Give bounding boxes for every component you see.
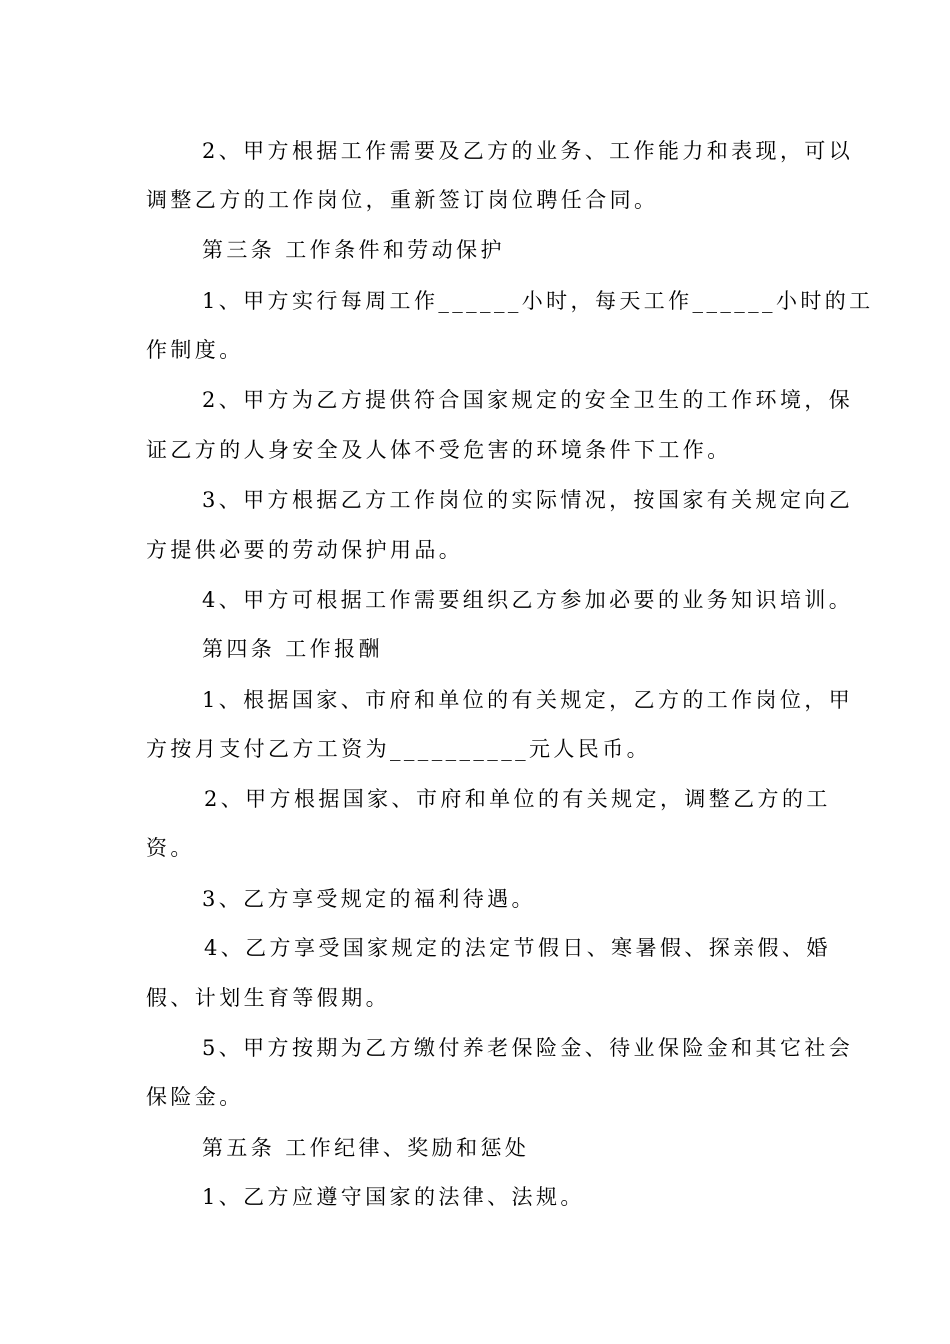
- article-3-item-2-line-2: 证乙方的人身安全及人体不受危害的环境条件下工作。: [146, 438, 732, 462]
- article-4-item-4-line-1: 4、乙方享受国家规定的法定节假日、寒暑假、探亲假、婚: [204, 936, 831, 960]
- article-4-item-3: 3、乙方享受规定的福利待遇。: [202, 887, 536, 911]
- article-3-item-3-line-2: 方提供必要的劳动保护用品。: [146, 538, 464, 562]
- article-4-item-2-line-1: 2、甲方根据国家、市府和单位的有关规定，调整乙方的工: [204, 787, 831, 811]
- article-4-item-1-line-1: 1、根据国家、市府和单位的有关规定，乙方的工作岗位，甲: [202, 688, 854, 712]
- article-4-item-5-line-1: 5、甲方按期为乙方缴付养老保险金、待业保险金和其它社会: [202, 1036, 854, 1060]
- article-4-item-1-line-2: 方按月支付乙方工资为__________元人民币。: [146, 737, 651, 761]
- article-4-item-5-line-2: 保险金。: [146, 1085, 244, 1109]
- article-5-heading: 第五条 工作纪律、奖励和惩处: [202, 1136, 530, 1160]
- clause-3-2-line-1: 2、甲方根据工作需要及乙方的业务、工作能力和表现，可以: [202, 139, 854, 163]
- article-3-item-1-line-2: 作制度。: [146, 338, 244, 362]
- article-4-heading: 第四条 工作报酬: [202, 637, 383, 661]
- article-4-item-2-line-2: 资。: [146, 836, 195, 860]
- article-3-item-4: 4、甲方可根据工作需要组织乙方参加必要的业务知识培训。: [202, 588, 854, 612]
- article-3-item-1-line-1: 1、甲方实行每周工作______小时，每天工作______小时的工: [202, 289, 874, 313]
- article-3-heading: 第三条 工作条件和劳动保护: [202, 238, 505, 262]
- article-3-item-2-line-1: 2、甲方为乙方提供符合国家规定的安全卫生的工作环境，保: [202, 388, 854, 412]
- article-4-item-4-line-2: 假、计划生育等假期。: [146, 986, 390, 1010]
- article-3-item-3-line-1: 3、甲方根据乙方工作岗位的实际情况，按国家有关规定向乙: [202, 488, 854, 512]
- clause-3-2-line-2: 调整乙方的工作岗位，重新签订岗位聘任合同。: [146, 188, 659, 212]
- article-5-item-1: 1、乙方应遵守国家的法律、法规。: [202, 1185, 585, 1209]
